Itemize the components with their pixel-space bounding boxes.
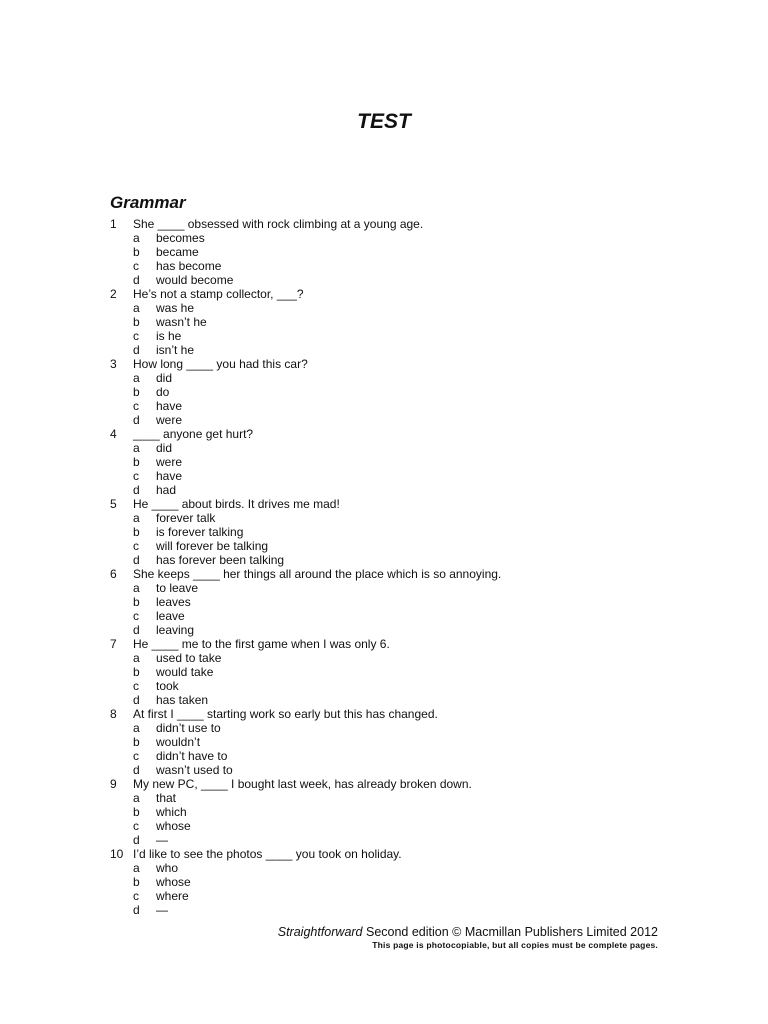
option-letter: a (133, 721, 140, 735)
question-8 (110, 707, 670, 721)
option-text: didn’t have to (156, 749, 228, 763)
answer-option (110, 301, 670, 315)
answer-option (110, 749, 670, 763)
question-4 (110, 427, 670, 441)
option-text: — (156, 903, 168, 917)
option-text: becomes (156, 231, 205, 245)
option-letter: b (133, 805, 140, 819)
option-text: did (156, 371, 173, 385)
option-text: wasn’t he (156, 315, 207, 329)
option-text: was he (156, 301, 195, 315)
option-letter: b (133, 735, 140, 749)
answer-option (110, 875, 670, 889)
answer-option (110, 455, 670, 469)
option-text: is forever talking (156, 525, 244, 539)
option-text: would take (156, 665, 214, 679)
option-text: to leave (156, 581, 199, 595)
copyright-line (278, 925, 658, 939)
option-text: didn’t use to (156, 721, 221, 735)
answer-option (110, 889, 670, 903)
answer-option (110, 679, 670, 693)
option-text: do (156, 385, 170, 399)
page-title: TEST (357, 110, 411, 133)
question-1 (110, 217, 670, 231)
option-text: did (156, 441, 173, 455)
answer-option (110, 581, 670, 595)
option-text: used to take (156, 651, 222, 665)
answer-option (110, 525, 670, 539)
option-text: had (156, 483, 177, 497)
question-7 (110, 637, 670, 651)
answer-option (110, 553, 670, 567)
question-2 (110, 287, 670, 301)
answer-option (110, 413, 670, 427)
option-letter: c (133, 469, 139, 483)
answer-option (110, 483, 670, 497)
answer-option (110, 623, 670, 637)
option-letter: c (133, 679, 139, 693)
answer-option (110, 343, 670, 357)
option-text: leaves (156, 595, 191, 609)
option-text: would become (156, 273, 234, 287)
option-letter: d (133, 833, 140, 847)
option-letter: d (133, 273, 140, 287)
option-text: whose (156, 875, 191, 889)
question-number: 5 (110, 497, 117, 511)
photocopy-note: This page is photocopiable, but all copies must be complete pages. (372, 940, 658, 950)
question-text: He ____ me to the first game when I was only 6. (133, 637, 390, 651)
option-text: became (156, 245, 199, 259)
answer-option (110, 791, 670, 805)
question-text: How long ____ you had this car? (133, 357, 308, 371)
option-letter: d (133, 623, 140, 637)
question-number: 1 (110, 217, 117, 231)
question-text: He’s not a stamp collector, ___? (133, 287, 304, 301)
option-text: were (156, 455, 183, 469)
option-letter: a (133, 511, 140, 525)
option-text: will forever be talking (156, 539, 269, 553)
answer-option (110, 539, 670, 553)
answer-option (110, 595, 670, 609)
answer-option (110, 609, 670, 623)
option-text: leaving (156, 623, 195, 637)
option-letter: a (133, 791, 140, 805)
question-5 (110, 497, 670, 511)
question-text: She keeps ____ her things all around the place which is so annoying. (133, 567, 502, 581)
option-letter: a (133, 651, 140, 665)
option-letter: b (133, 665, 140, 679)
question-number: 8 (110, 707, 117, 721)
question-text: ____ anyone get hurt? (133, 427, 254, 441)
answer-option (110, 805, 670, 819)
option-text: who (156, 861, 179, 875)
question-number: 4 (110, 427, 117, 441)
option-text: leave (156, 609, 185, 623)
option-text: which (156, 805, 187, 819)
answer-option (110, 259, 670, 273)
answer-option (110, 441, 670, 455)
answer-option (110, 861, 670, 875)
answer-option (110, 721, 670, 735)
question-text: At first I ____ starting work so early but this has changed. (133, 707, 438, 721)
question-9 (110, 777, 670, 791)
option-letter: c (133, 539, 139, 553)
option-text: — (156, 833, 168, 847)
option-letter: a (133, 581, 140, 595)
option-text: whose (156, 819, 191, 833)
option-text: is he (156, 329, 182, 343)
option-letter: b (133, 595, 140, 609)
option-text: that (156, 791, 177, 805)
option-letter: a (133, 441, 140, 455)
option-letter: a (133, 301, 140, 315)
option-text: has taken (156, 693, 209, 707)
answer-option (110, 833, 670, 847)
answer-option (110, 665, 670, 679)
answer-option (110, 231, 670, 245)
question-10 (110, 847, 670, 861)
answer-option (110, 469, 670, 483)
option-letter: d (133, 483, 140, 497)
option-letter: d (133, 553, 140, 567)
question-3 (110, 357, 670, 371)
question-list (110, 217, 670, 917)
option-text: wasn’t used to (156, 763, 233, 777)
option-letter: c (133, 399, 139, 413)
answer-option (110, 693, 670, 707)
option-letter: b (133, 245, 140, 259)
option-letter: c (133, 889, 139, 903)
question-text: My new PC, ____ I bought last week, has already broken down. (133, 777, 472, 791)
option-letter: c (133, 329, 139, 343)
option-letter: b (133, 525, 140, 539)
option-letter: c (133, 609, 139, 623)
answer-option (110, 315, 670, 329)
option-letter: d (133, 693, 140, 707)
option-text: has forever been talking (156, 553, 285, 567)
answer-option (110, 371, 670, 385)
answer-option (110, 245, 670, 259)
option-text: wouldn’t (156, 735, 201, 749)
answer-option (110, 329, 670, 343)
answer-option (110, 903, 670, 917)
answer-option (110, 735, 670, 749)
question-number: 7 (110, 637, 117, 651)
option-letter: c (133, 819, 139, 833)
option-text: where (156, 889, 189, 903)
option-letter: d (133, 903, 140, 917)
option-text: took (156, 679, 179, 693)
answer-option (110, 273, 670, 287)
option-text: have (156, 399, 183, 413)
option-text: forever talk (156, 511, 216, 525)
answer-option (110, 763, 670, 777)
answer-option (110, 819, 670, 833)
question-number: 10 (110, 847, 124, 861)
option-letter: b (133, 875, 140, 889)
option-letter: a (133, 231, 140, 245)
option-letter: b (133, 385, 140, 399)
question-text: He ____ about birds. It drives me mad! (133, 497, 340, 511)
answer-option (110, 399, 670, 413)
publisher-text: Second edition © Macmillan Publishers Limited 2012 (362, 925, 658, 939)
option-letter: a (133, 371, 140, 385)
question-number: 2 (110, 287, 117, 301)
option-text: isn’t he (156, 343, 195, 357)
answer-option (110, 511, 670, 525)
option-letter: d (133, 343, 140, 357)
option-text: were (156, 413, 183, 427)
question-text: She ____ obsessed with rock climbing at a young age. (133, 217, 424, 231)
question-number: 6 (110, 567, 117, 581)
option-text: has become (156, 259, 222, 273)
option-text: have (156, 469, 183, 483)
option-letter: b (133, 455, 140, 469)
option-letter: a (133, 861, 140, 875)
option-letter: c (133, 259, 139, 273)
option-letter: b (133, 315, 140, 329)
option-letter: d (133, 413, 140, 427)
answer-option (110, 385, 670, 399)
section-title: Grammar (110, 193, 186, 212)
option-letter: d (133, 763, 140, 777)
book-title: Straightforward (277, 925, 363, 939)
question-number: 3 (110, 357, 117, 371)
question-text: I’d like to see the photos ____ you took on holiday. (133, 847, 402, 861)
question-number: 9 (110, 777, 117, 791)
question-6 (110, 567, 670, 581)
option-letter: c (133, 749, 139, 763)
answer-option (110, 651, 670, 665)
